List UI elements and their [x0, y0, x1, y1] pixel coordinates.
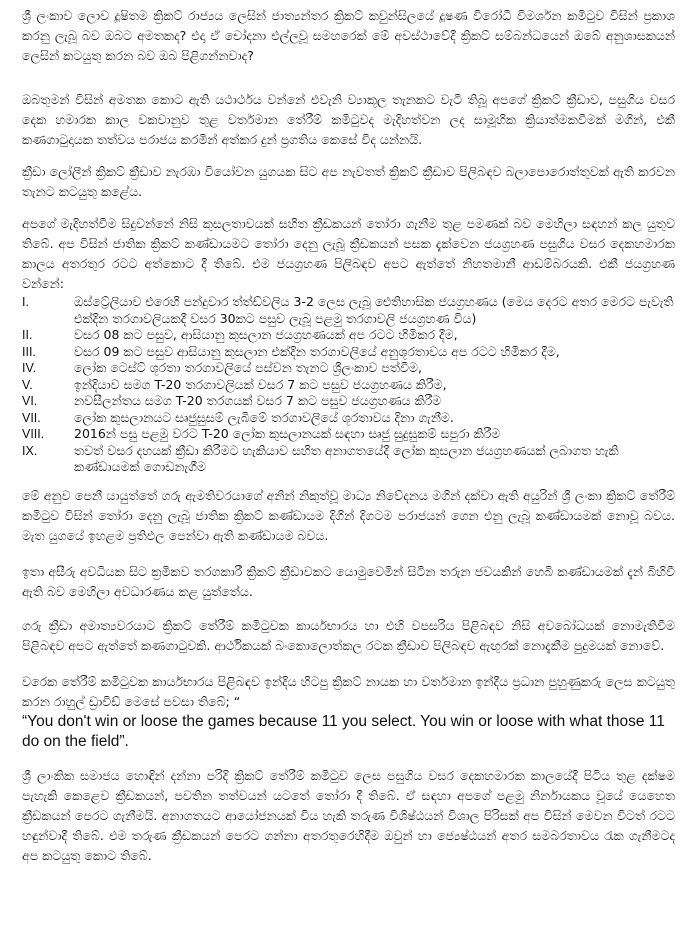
list-item: [22, 294, 675, 327]
list-number: VI.: [22, 394, 38, 408]
paragraph-6: ඉතා අසීරු අවධියක සිට ක්‍රමිකව තරගකාරී ක්‍රිකට් ක්‍රීඩාවකට යොමුවෙමින් සිටින තරුන ජවයකින් හෙබි කණ්ඩායමක් දැන් බිහිවී ඇති බව මෙහිලා අවධාරණය කළ යුත්තේය.: [22, 563, 675, 599]
paragraph-7: ගරු ක්‍රීඩා අමාත්‍යවරයාට ක්‍රිකට් තේරීම් කමිටුවක කාර්යභාරය හා එහි වපසරිය පිළිබඳව නිසි අවබෝධයක් නොමැතිවීම පිළිබඳව අපට ඇත්තේ කණගාටුවකි. ආර්ථිකයක් බංකොලොත්කල රටක ක්‍රීඩාව පිලිබඳව ඇඟුරක් නොදැකීම පුදුමයක් නොවේ.: [22, 617, 675, 653]
paragraph-1: ශ්‍රී ලංකාව ලොව දූෂිතම ක්‍රිකට් රාජ්‍යය ලෙසින් ජාත්‍යන්තර ක්‍රිකට් කවුන්සිලයේ දූෂණ විරෝධී විමර්ශන කමිටුව විසින් ප්‍රකාශ කරනු ලැබූ බව ඔබට අමතකද? එදා ඒ චෝදනා එල්ලවූ සමහරෙක් මේ අවස්ථාවේදී ක්‍රිකට් සම්බන්ධයෙන් ඔබේ අනුශාසකයන් ලෙසින් කටයුතු කරන බව ඔබ පිළිගන්නවාද?: [22, 8, 675, 63]
list-number: IX.: [22, 443, 38, 458]
list-text: ඔස්ට්‍රේලියාව එරෙහි පන්දුවාර ත්ත්ඩ්වලිය 3-2 ලෙස ලැබූ ඓතිහාසික ජයග්‍රහණය (මෙය දෙරට අතර මෙරට පැවැති එක්දින තරගාවලියකදී වසර 30කට පසුව ලැබූ පළමු තරගාවලි ජයග්‍රහණ විය): [74, 294, 674, 326]
list-number: VII.: [22, 410, 41, 425]
list-text: ලෝක කුසලානයට සෘජුසුසම් ලැබීමේ තරගාවලියේ ශූරතාවය දිනා ගැනීම.: [74, 409, 454, 425]
list-text: 2016න් පසු පළමු වරට T-20 ලෝක කුසලානයක් සඳහා සෘජු සුදුසුකම් සපුරා කිරීම: [74, 426, 501, 441]
dravid-quote: “You don't win or loose the games because 11 you select. You win or loose with what those 11 do on the field”.: [22, 712, 665, 750]
paragraph-3: ක්‍රීඩා ලෝලීන් ක්‍රිකට් ක්‍රීඩාව නැරඹා වියෝවන යුගයක සිට අප නැවතත් ක්‍රිකට් ක්‍රීඩාව පිලිබඳව බලාපොරොත්තුවක් ඇති කරවන තැනට කටයුතු කළේය.: [22, 164, 675, 199]
list-item: [22, 377, 675, 394]
list-text: වසර 08 කට පසුව, ආසියානු කුසලාන ජයග්‍රහණයක් අප රටට හිමිකර දීම,: [74, 327, 458, 342]
paragraph-5: මේ අනුව පෙනී යායුත්තේ ගරු ඇමතිවරයාගේ අනින් නිකුත්වූ මාධ්‍ය නිවේදනය මගින් දක්වා ඇති අයුරින් ශ්‍රී ලංකා ක්‍රිකට් තේරීම් කමිටුව විසින් තෝරා දෙනු ලැබූ ජාතික ක්‍රිකට් කණ්ඩායම දිගින් දිගටම පරාජයන් ගෙන එනු ලැබූ කණ්ඩායමක් නොවූ බවය. මැත යුගයේ ඉහළම ප්‍රතිඵල පෙන්වා ඇති කණ්ඩායම බවය.: [22, 487, 675, 543]
list-number: I.: [22, 295, 29, 309]
list-text: තවත් වසර දහයක් ක්‍රීඩා කිරීමට හැකියාව සහිත අනාගතයේදී ලෝක කුසලාන ජයග්‍රහණයක් ලබාගත හැකි කණ්ඩායමක් ගොඩනැගීම: [74, 442, 619, 474]
paragraph-8: වරෙක තේරීම් කමිටුවක කාර්යභාරය පිළිබඳව ඉන්දිය හිටපු ක්‍රිකට් නායක හා වර්තමාන ඉන්දීය ප්‍රධාන පුහුණුකරු ලෙස කටයුතු කරන රාහුල් ඩ්‍රාවිඩ් මෙසේ පවසා තිබේ; “: [22, 673, 675, 709]
list-number: V.: [22, 377, 33, 392]
paragraph-4: අපගේ මැදිහත්වීම සිදුවන්නේ නිසි කුසලතාවයක් සහිත ක්‍රීඩකයන් තෝරා ගැනීම තුළ පමණක් බව මෙහිලා සඳහන් කල යුතුව තිබේ. අප විසින් ජාතික ක්‍රිකට් කණ්ඩායමට තෝරා දෙනු ලැබූ ක්‍රීඩකයන් පසක දැක්වෙන ජයග්‍රහණ පසුගිය වසර දෙකහමාරක කාලය අතරතුර රටට අත්කොට දී තිබේ. එම ජයග්‍රහණ පිලිබඳව අපට ඇත්තේ නිහතමානී ආඩම්බරයකි. එකී ජයග්‍රහණ වන්නේ:: [22, 216, 675, 291]
list-text: වසර 09 කට පසුව ආසියානු කුසලාන එක්දින තරගාවලියේ අනුශූරතාවය අප රටට හිමිකර දීම,: [74, 343, 560, 359]
list-item: [22, 344, 675, 361]
list-number: III.: [22, 344, 36, 359]
list-item: [22, 327, 675, 344]
list-text: ලෝක ටෙස්ට් ශූරතා තරගාවලියේ පස්වන තැනට ශ්‍රීලංකාව පත්වීම,: [74, 360, 422, 375]
list-item: [22, 443, 675, 476]
paragraph-2: ඔබතුමන් විසින් අමතක කොට ඇති යථාර්ථය වන්නේ එවැනි ව්‍යාකූල තැනකට වැටී තිබූ අපගේ ක්‍රිකට් ක්‍රීඩාව, පසුගිය වසර දෙක හමාරක කාල වකවානුව තුළ වර්තමාන තේරීම් කමිටුවද මැදිහත්වන ලද සාමූහික ක්‍රියාත්මකවීමක් මගින්, එකී කණගාටුදායක තත්වය පරාජය කරමින් අත්කර දුන් ප්‍රගතිය කෙසේ විද යන්නයි.: [22, 92, 675, 147]
list-item: [22, 410, 675, 427]
list-text: නවසීලන්තය සමග T-20 තරගයක් වසර 7 කට පසුව ජයග්‍රහණය කිරීම: [74, 393, 442, 408]
list-number: VIII.: [22, 427, 45, 441]
list-text: ඉන්දියාව සමග T-20 තරගාවලියක් වසර 7 කට පසුව ජයග්‍රහණය කිරීම,: [74, 376, 447, 392]
list-number: IV.: [22, 361, 37, 375]
paragraph-9: ශ්‍රී ලාංකික සමාජය හොඳින් දන්නා පරිදි ක්‍රිකට් තේරීම් කමිටුව ලෙස පසුගිය වසර දෙකහමාරක කාලයේදී පිටිය තුළ දක්ෂම පැහැකි කෙළෙව ක්‍රීඩකයන්, පවතින තත්වයන් යටතේ තෝරා දී තිබේ. ඒ සඳහා අපගේ පළමු නිර්නායකය වූයේ යෙහෙත ක්‍රීඩකයන් පෙරට ගැනීමයි. අනාගතයට ආයෝජනයක් විය හැකි තරුණ විශිෂ්ඨයන් විශාල පිරිසක් අප විසින් මෙවන විටත් රටට හඳුන්වාදී තිබේ. එම තරුණ ක්‍රීඩකයන් පෙරට ගන්නා අතරතුරෙහිදීම ඔවුන් හා ජ්‍යෙෂ්ඨයන් අතර සමබරතාවය රැක ගැනීමටද අප කටයුතු කොට තිබේ.: [22, 767, 675, 863]
list-item: [22, 360, 675, 377]
achievements-list: [22, 294, 675, 476]
list-item: [22, 393, 675, 410]
list-item: [22, 426, 675, 443]
list-number: II.: [22, 328, 33, 342]
